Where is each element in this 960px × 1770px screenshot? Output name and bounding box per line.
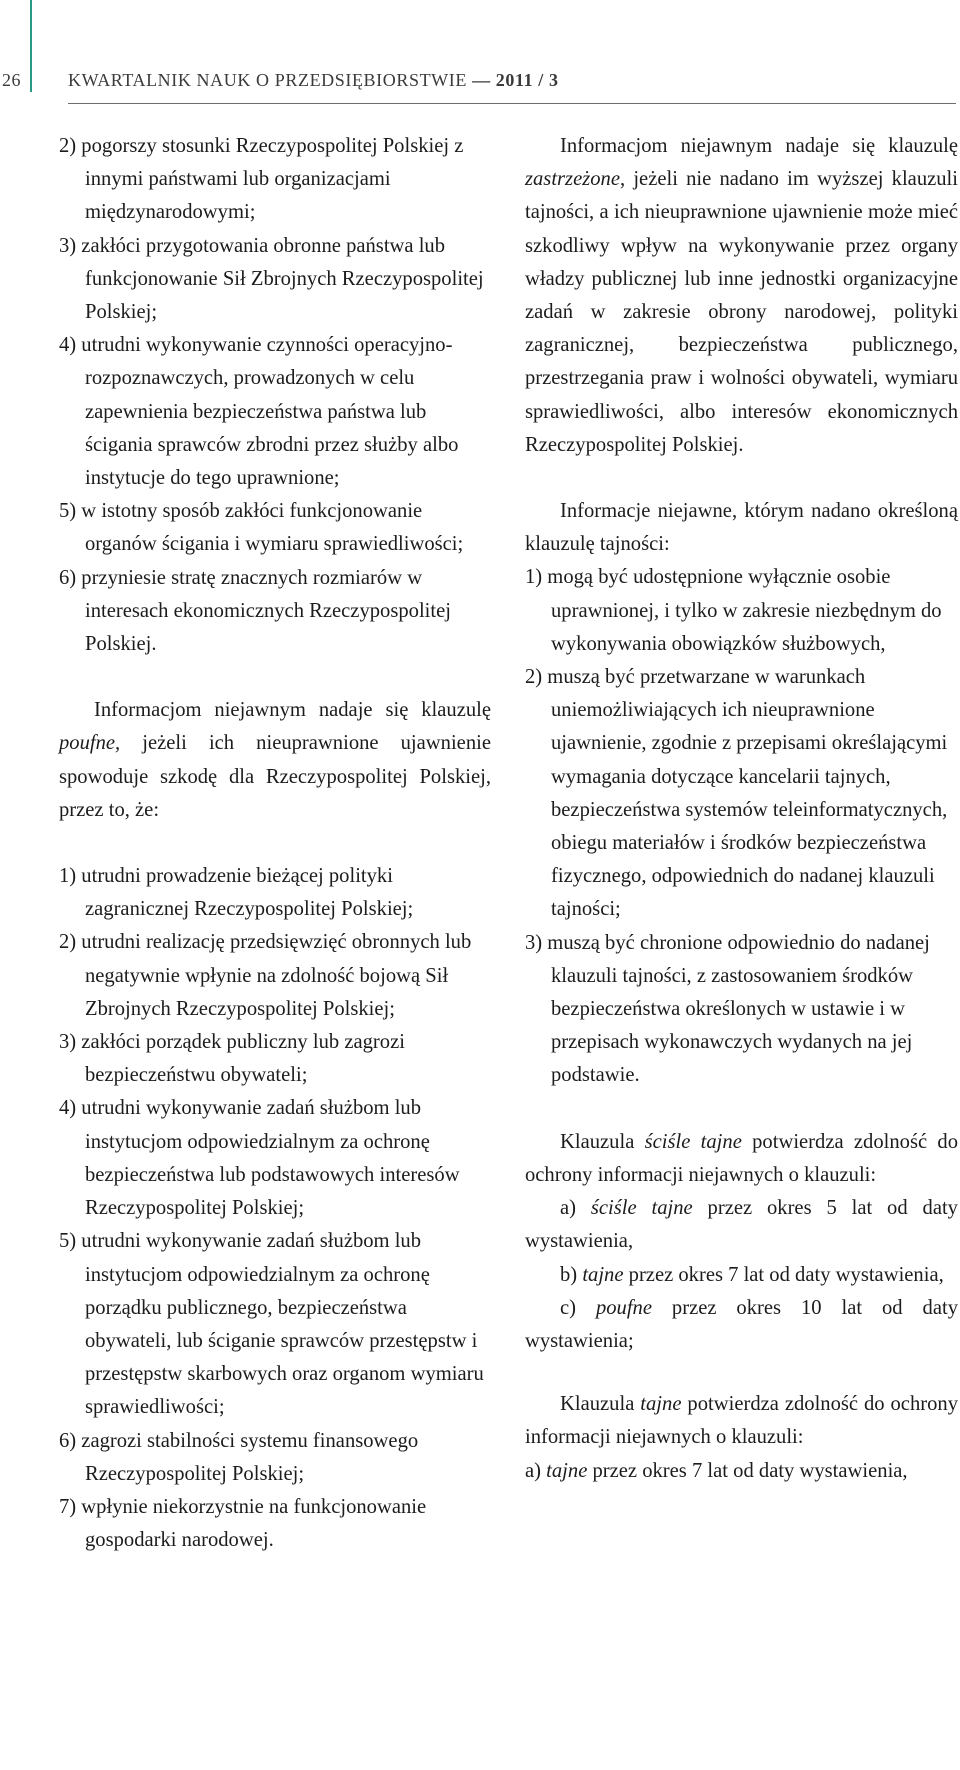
- clause-term: tajne: [546, 1459, 588, 1482]
- list-item: 1) mogą być udostępnione wyłącznie osobie uprawnionej, i tylko w zakresie niezbędnym do wykonywania obowiązków służbowych,: [525, 566, 942, 655]
- clause-term: tajne: [640, 1393, 682, 1416]
- list-item: [525, 1292, 958, 1358]
- list-item: 4) utrudni wykonywanie zadań służbom lub instytucjom odpowiedzialnym za ochronę bezpieczeństwa lub podstawowych interesów Rzeczypospolitej Polskiej;: [59, 1097, 460, 1220]
- paragraph-text: Klauzula: [560, 1393, 641, 1416]
- margin-accent-line: [30, 0, 32, 92]
- item-letter: a): [525, 1459, 547, 1482]
- paragraph-intro: Informacje niejawne, którym nadano określoną klauzulę tajności:: [525, 500, 958, 556]
- list-item: [525, 1259, 958, 1292]
- paragraph-text: Informacjom niejawnym nadaje się klauzulę: [94, 699, 491, 722]
- item-text: przez okres 5 lat od daty wystawienia,: [525, 1197, 958, 1253]
- paragraph-zastrzezone: [525, 130, 958, 462]
- clause-term: ściśle tajne: [590, 1197, 693, 1220]
- list-item: 2) muszą być przetwarzane w warunkach uniemożliwiających ich nieuprawnione ujawnienie, zgodnie z przepisami określającymi wymagania dotyczące kancelarii tajnych, bezpieczeństwa systemów teleinformatycznych, obiegu materiałów i środków bezpieczeństwa fizycznego, odpowiednich do nadanej klauzuli tajności;: [525, 666, 948, 921]
- running-header: [68, 70, 559, 91]
- clause-term: poufne: [595, 1296, 652, 1319]
- page-number: 26: [2, 70, 21, 90]
- requirements-list: [525, 561, 958, 1092]
- paragraph-text: Informacjom niejawnym nadaje się klauzulę: [560, 135, 958, 157]
- paragraph-text: , jeżeli nie nadano im wyższej klauzuli tajności, a ich nieuprawnione ujawnienie może mieć szkodliwy wpływ na wykonywanie przez organy władzy publicznej lub inne jednostki organizacyjne zadań w zakresie obrony narodowej, polityki zagranicznej, bezpieczeństwa publicznego, przestrzegania praw i wolności obywateli, wymiaru sprawiedliwości, albo interesów ekonomicznych Rzeczypospolitej Polskiej.: [525, 168, 958, 456]
- item-letter: b): [560, 1263, 583, 1286]
- harm-list-secret: [59, 130, 491, 661]
- item-letter: c): [560, 1296, 596, 1319]
- clause-term: tajne: [582, 1263, 624, 1286]
- list-item: 6) zagrozi stabilności systemu finansowego Rzeczypospolitej Polskiej;: [59, 1429, 419, 1485]
- paragraph-text: potwierdza zdolność do ochrony informacji niejawnych o klauzuli:: [525, 1130, 958, 1186]
- paragraph-tajne: [525, 1388, 958, 1454]
- list-item: 2) utrudni realizację przedsięwzięć obronnych lub negatywnie wpłynie na zdolność bojową Sił Zbrojnych Rzeczypospolitej Polskiej;: [59, 931, 472, 1020]
- paragraph-text: potwierdza zdolność do ochrony informacji niejawnych o klauzuli:: [525, 1393, 958, 1449]
- list-item: 6) przyniesie stratę znacznych rozmiarów w interesach ekonomicznych Rzeczypospolitej Polskiej.: [59, 566, 451, 656]
- item-text: przez okres 7 lat od daty wystawienia,: [623, 1263, 944, 1286]
- list-item: 5) utrudni wykonywanie zadań służbom lub instytucjom odpowiedzialnym za ochronę porządku publicznego, bezpieczeństwa obywateli, lub ściganie sprawców przestępstw i przestępstw skarbowych oraz organom wymiaru sprawiedliwości;: [59, 1230, 484, 1419]
- list-item: 1) utrudni prowadzenie bieżącej polityki zagranicznej Rzeczypospolitej Polskiej;: [59, 865, 414, 921]
- list-item: [525, 1192, 958, 1258]
- issue-number: — 2011 / 3: [472, 70, 559, 90]
- journal-title: KWARTALNIK NAUK O PRZEDSIĘBIORSTWIE: [68, 70, 467, 90]
- list-item: 3) zakłóci porządek publiczny lub zagrozi bezpieczeństwu obywateli;: [59, 1031, 405, 1087]
- paragraph-text: Klauzula: [560, 1130, 645, 1153]
- item-letter: a): [560, 1197, 591, 1220]
- list-item: 3) zakłóci przygotowania obronne państwa lub funkcjonowanie Sił Zbrojnych Rzeczypospolitej Polskiej;: [59, 234, 484, 324]
- header-rule: [68, 103, 956, 104]
- clause-term: poufne,: [59, 732, 121, 755]
- paragraph-poufne: [59, 694, 491, 827]
- list-item: [525, 1455, 958, 1488]
- list-item: 5) w istotny sposób zakłóci funkcjonowanie organów ścigania i wymiaru sprawiedliwości;: [59, 500, 464, 556]
- list-item: 4) utrudni wykonywanie czynności operacyjno-rozpoznawczych, prowadzonych w celu zapewnienia bezpieczeństwa państwa lub ścigania sprawców zbrodni przez służby albo instytucje do tego uprawnione;: [59, 334, 459, 490]
- harm-list-confidential: [59, 860, 491, 1557]
- clause-term: ściśle tajne: [644, 1130, 742, 1153]
- clause-term: zastrzeżone: [525, 168, 620, 191]
- list-item: 7) wpłynie niekorzystnie na funkcjonowanie gospodarki narodowej.: [59, 1495, 427, 1552]
- validity-list: [525, 1192, 958, 1358]
- paragraph-scisle-tajne: [525, 1126, 958, 1192]
- item-text: przez okres 7 lat od daty wystawienia,: [587, 1459, 908, 1482]
- list-item: 2) pogorszy stosunki Rzeczypospolitej Polskiej z innymi państwami lub organizacjami międzynarodowymi;: [59, 135, 464, 224]
- paragraph-text: jeżeli ich nieuprawnione ujawnienie spowoduje szkodę dla Rzeczypospolitej Polskiej, przez to, że:: [59, 732, 491, 821]
- item-text: przez okres 10 lat od daty wystawienia;: [525, 1296, 958, 1352]
- left-column: [59, 130, 491, 1557]
- right-column: [525, 130, 958, 1488]
- list-item: 3) muszą być chronione odpowiednio do nadanej klauzuli tajności, z zastosowaniem środków bezpieczeństwa określonych w ustawie i w przepisach wykonawczych wydanych na jej podstawie.: [525, 931, 930, 1087]
